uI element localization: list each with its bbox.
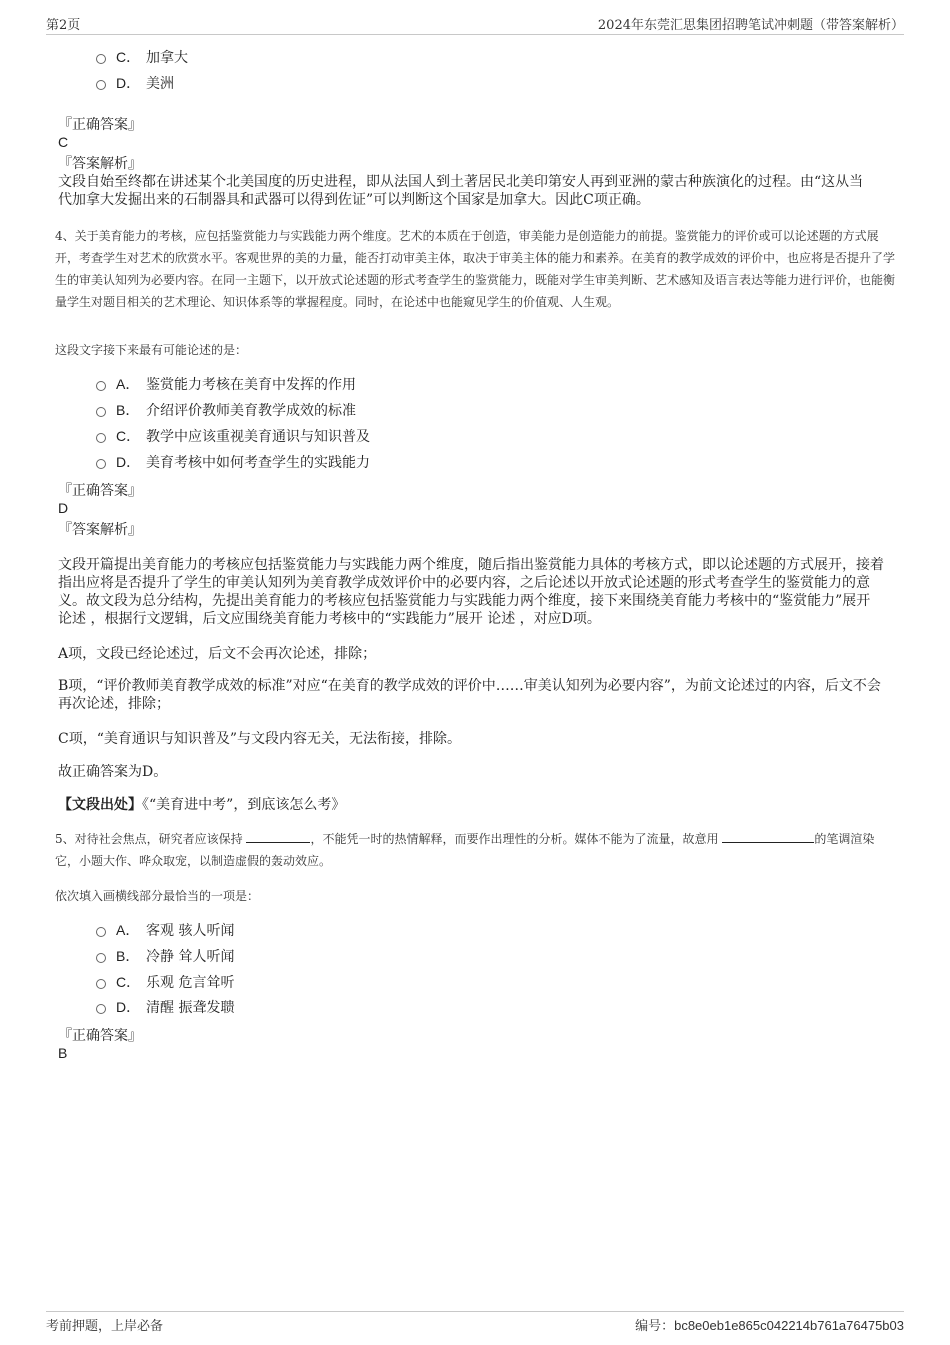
radio-icon[interactable] (96, 407, 106, 417)
source-title: 《“美育进中考”，到底该怎么考》 (142, 797, 346, 813)
q5-question: 依次填入画横线部分最恰当的一项是： (55, 889, 260, 903)
q5-stem: 5、对待社会焦点，研究者应该保持 ，不能凭一时的热情解释，而要作出理性的分析。媒体不能为了流量，故意用 的笔调渲染它，小题大作、哗众取宠，以制造虚假的轰动效应。 (55, 832, 875, 868)
radio-icon[interactable] (96, 979, 106, 989)
page-number: 第2页 (46, 18, 81, 33)
q4-option-d[interactable]: D． 美育考核中如何考查学生的实践能力 (96, 452, 370, 472)
q3-analysis-label: 『答案解析』 (58, 156, 142, 172)
q5-option-c[interactable]: C． 乐观 危言耸听 (96, 972, 234, 992)
q3-analysis: 文段自始至终都在讲述某个北美国度的历史进程，即从法国人到土著居民北美印第安人再到亚洲的蒙古种族演化的过程。由“这从当代加拿大发掘出来的石制器具和武器可以得到佐证”可以判断这个国家是加拿大。因此C项正确。 (58, 174, 864, 208)
blank-1 (246, 830, 310, 843)
q4-analysis-label: 『答案解析』 (58, 522, 142, 538)
q5-option-a[interactable]: A． 客观 骇人听闻 (96, 920, 234, 940)
page-footer (46, 1311, 904, 1334)
q4-stem: 4、关于美育能力的考核，应包括鉴赏能力与实践能力两个维度。艺术的本质在于创造，审美能力是创造能力的前提。鉴赏能力的评价或可以论述题的方式展开，考查学生对艺术的欣赏水平。客观世界的美的力量，能否打动审美主体，取决于审美主体的能力和素养。在美育的教学成效的评价中，也应将是否提升了学生的审美认知列为必要内容。在同一主题下，以开放式论述题的形式考查学生的鉴赏能力，既能对学生审美判断、艺术感知及语言表达等能力进行评价，也能衡量学生对题目相关的艺术理论、知识体系等的掌握程度。同时，在论述中也能窥见学生的价值观、人生观。 (55, 229, 896, 309)
q4-note-c: C项，“美育通识与知识普及”与文段内容无关，无法衔接，排除。 (58, 731, 462, 747)
q5-answer: B (58, 1045, 68, 1061)
q3-answer: C (58, 134, 69, 150)
radio-icon[interactable] (96, 433, 106, 443)
q3-option-d[interactable]: D． 美洲 (96, 73, 174, 93)
q4-note-b: B项，“评价教师美育教学成效的标准”对应“在美育的教学成效的评价中……审美认知列为必要内容”，为前文论述过的内容，后文不会再次论述，排除； (58, 678, 881, 712)
q4-answer-label: 『正确答案』 (58, 483, 142, 499)
q4-option-a[interactable]: A． 鉴赏能力考核在美育中发挥的作用 (96, 374, 356, 394)
radio-icon[interactable] (96, 54, 106, 64)
q4-option-c[interactable]: C． 教学中应该重视美育通识与知识普及 (96, 426, 370, 446)
page-header (46, 14, 904, 35)
source-label: 【文段出处】 (58, 797, 142, 813)
radio-icon[interactable] (96, 1004, 106, 1014)
q4-analysis: 文段开篇提出美育能力的考核应包括鉴赏能力与实践能力两个维度，随后指出鉴赏能力具体的考核方式，即以论述题的方式展开，接着指出应将是否提升了学生的审美认知列为美育教学成效评价中的必要内容，之后论述以开放式论述题的形式考查学生的鉴赏能力的意义。故文段为总分结构，先提出美育能力的考核应包括鉴赏能力与实践能力两个维度，接下来围绕美育能力考核中的“鉴赏能力”展开 论述 ，根据行文逻辑，后文应围绕美育能力考核中的“实践能力”展开 论述 ，对应D项。 (58, 557, 884, 627)
q4-conclusion: 故正确答案为D。 (58, 764, 168, 780)
radio-icon[interactable] (96, 459, 106, 469)
radio-icon[interactable] (96, 927, 106, 937)
q3-option-c[interactable]: C． 加拿大 (96, 47, 188, 67)
radio-icon[interactable] (96, 381, 106, 391)
document-code: 编号：bc8e0eb1e865c042214b761a76475b03 (635, 1318, 904, 1334)
q5-answer-label: 『正确答案』 (58, 1028, 142, 1044)
document-title: 2024年东莞汇思集团招聘笔试冲刺题（带答案解析） (597, 18, 904, 33)
radio-icon[interactable] (96, 953, 106, 963)
blank-2 (722, 830, 814, 843)
q4-source (58, 796, 888, 814)
q5-option-d[interactable]: D． 清醒 振聋发聩 (96, 997, 234, 1017)
q4-option-b[interactable]: B． 介绍评价教师美育教学成效的标准 (96, 400, 356, 420)
footer-slogan: 考前押题，上岸必备 (46, 1319, 164, 1334)
q5-option-b[interactable]: B． 冷静 耸人听闻 (96, 946, 234, 966)
radio-icon[interactable] (96, 80, 106, 90)
q4-note-a: A项，文段已经论述过，后文不会再次论述，排除； (58, 646, 377, 662)
q3-answer-label: 『正确答案』 (58, 117, 142, 133)
q4-question: 这段文字接下来最有可能论述的是： (55, 343, 248, 357)
q4-answer: D (58, 500, 69, 516)
